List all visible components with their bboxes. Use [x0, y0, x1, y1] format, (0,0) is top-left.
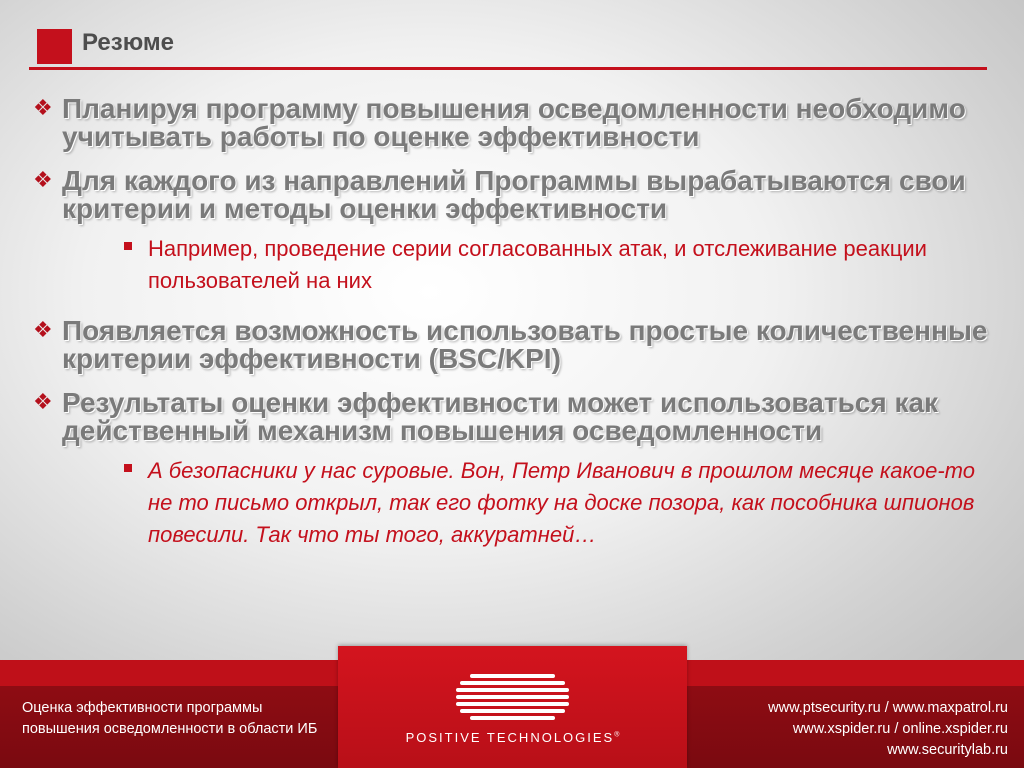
footer-link-line[interactable]: www.securitylab.ru: [887, 742, 1008, 758]
striped-logo-icon: [456, 674, 569, 724]
diamond-bullet-icon: ❖: [33, 95, 53, 120]
diamond-bullet-icon: ❖: [33, 317, 53, 342]
square-bullet-icon: [124, 242, 132, 250]
footer-link-line[interactable]: www.xspider.ru / online.xspider.ru: [792, 721, 1008, 737]
bullet-item: [30, 389, 1000, 445]
square-bullet-icon: [124, 464, 132, 472]
bullet-text: Результаты оценки эффективности может использоваться как действенный механизм повышения осведомленности: [62, 387, 939, 446]
slide-content: [30, 95, 1000, 571]
bullet-item: [30, 95, 1000, 151]
sub-bullet-text: Например, проведение серии согласованных атак, и отслеживание реакции пользователей на них: [148, 236, 927, 293]
diamond-bullet-icon: ❖: [33, 389, 53, 414]
company-logo-text: [338, 730, 687, 745]
footer-presentation-title: Оценка эффективности программы повышения осведомленности в области ИБ: [22, 700, 318, 737]
sub-bullet-item: [148, 233, 1000, 297]
title-square-marker: [37, 29, 72, 64]
diamond-bullet-icon: ❖: [33, 167, 53, 192]
logo-wordmark: POSITIVE TECHNOLOGIES: [405, 730, 615, 745]
slide-title: Резюме: [82, 29, 174, 56]
registered-mark: ®: [614, 731, 620, 739]
footer-links: [768, 698, 1008, 761]
bullet-item: [30, 317, 1000, 373]
bullet-item: [30, 167, 1000, 223]
sub-bullet-item: [148, 455, 1000, 551]
sub-bullet-text: А безопасники у нас суровые. Вон, Петр Иванович в прошлом месяце какое-то не то письмо открыл, так его фотку на доске позора, как пособника шпионов повесили. Так что ты того, аккуратней…: [148, 458, 975, 547]
bullet-text: Появляется возможность использовать простые количественные критерии эффективности (BSC/KPI): [62, 315, 988, 374]
title-divider: [29, 67, 987, 70]
company-logo-box: [338, 646, 687, 768]
bullet-text: Для каждого из направлений Программы вырабатываются свои критерии и методы оценки эффективности: [62, 165, 966, 224]
bullet-text: Планируя программу повышения осведомленности необходимо учитывать работы по оценке эффективности: [62, 93, 966, 152]
footer-link-line[interactable]: www.ptsecurity.ru / www.maxpatrol.ru: [768, 700, 1008, 716]
